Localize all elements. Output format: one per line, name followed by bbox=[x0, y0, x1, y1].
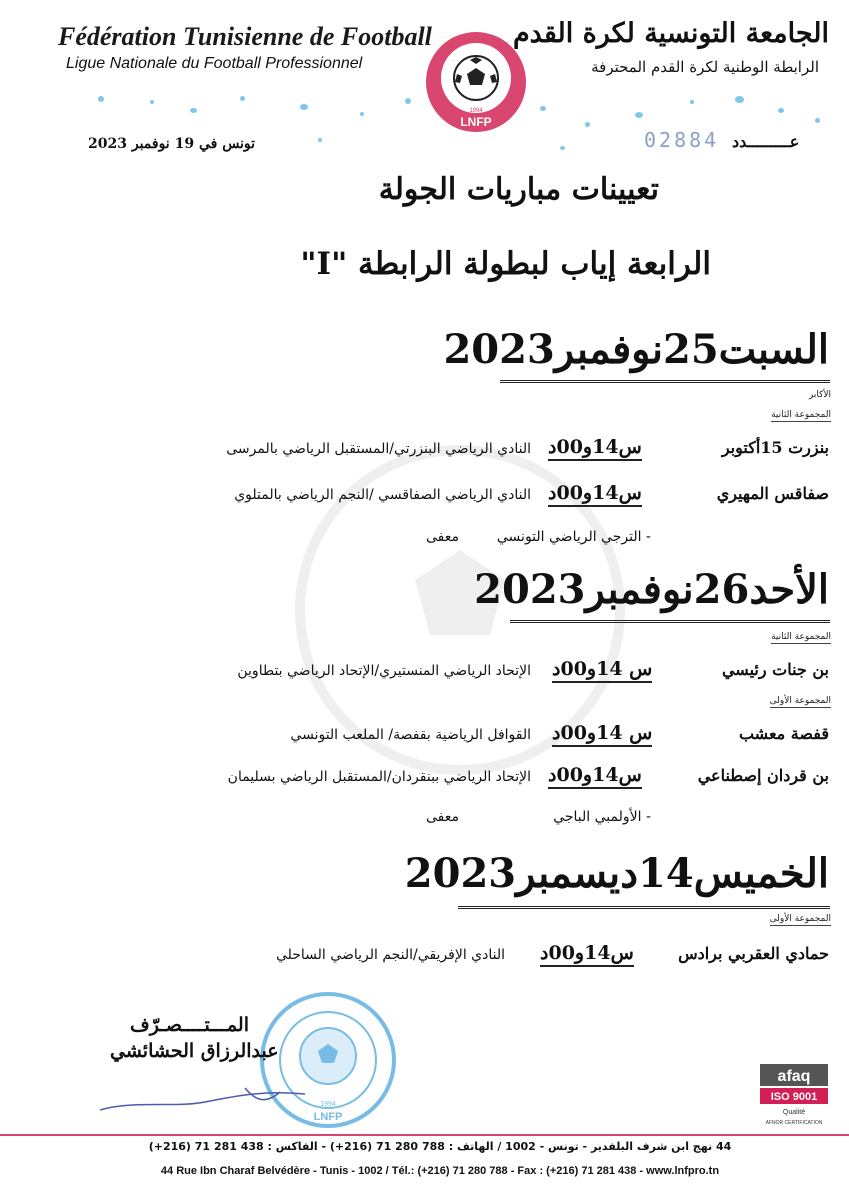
logo-year: 1994 bbox=[469, 108, 483, 114]
soccer-ball-icon bbox=[454, 56, 498, 100]
match-time: س 14و00د bbox=[552, 722, 652, 747]
iso-standard: ISO 9001 bbox=[770, 1091, 818, 1103]
footer-divider bbox=[0, 1134, 849, 1136]
match-time: س 14و00د bbox=[552, 658, 652, 683]
match-time: س14و00د bbox=[548, 482, 642, 507]
stamp-text: LNFP bbox=[313, 1111, 343, 1123]
heading-underline bbox=[510, 620, 830, 623]
logo-text: LNFP bbox=[460, 115, 492, 129]
document-title-line2: الرابعة إياب لبطولة الرابطة "I" bbox=[300, 246, 711, 282]
place-date: تونس في 19 نوفمبر 2023 bbox=[88, 136, 256, 152]
document-title-line1: تعيينات مباريات الجولة bbox=[378, 172, 659, 207]
match-venue: بنزرت 15أكتوبر bbox=[721, 438, 829, 457]
signatory-title: المـــتــــصـرّف bbox=[130, 1014, 249, 1036]
match-teams: الإتحاد الرياضي ببنقردان/المستقبل الرياضي بسليمان bbox=[227, 769, 531, 785]
soccer-ball-icon bbox=[300, 1028, 356, 1084]
match-venue: قفصة معشب bbox=[738, 724, 829, 743]
match-time: س14و00د bbox=[540, 942, 634, 967]
heading-underline bbox=[458, 906, 830, 909]
match-venue: صفاقس المهيري bbox=[716, 484, 829, 503]
match-time: س14و00د bbox=[548, 436, 642, 461]
federation-name-ar: الجامعة التونسية لكرة القدم bbox=[512, 18, 829, 49]
reference-number: 02884 bbox=[644, 128, 720, 152]
stamp-year: 1994 bbox=[320, 1101, 336, 1108]
day-heading: الخميس14ديسمبر2023 bbox=[404, 850, 829, 897]
match-time: س14و00د bbox=[548, 764, 642, 789]
match-teams: الإتحاد الرياضي المنستيري/الإتحاد الرياضي بتطاوين bbox=[237, 663, 531, 679]
match-teams: النادي الرياضي البنزرتي/المستقبل الرياضي بالمرسى bbox=[226, 441, 531, 457]
match-teams: النادي الرياضي الصفاقسي /النجم الرياضي بالمتلوي bbox=[234, 487, 531, 503]
afaq-brand: afaq bbox=[777, 1068, 811, 1085]
day-heading: السبت25نوفمبر2023 bbox=[443, 326, 829, 373]
match-venue: حمادي العقربي برادس bbox=[678, 944, 829, 963]
category-label: الأكابر bbox=[808, 390, 831, 400]
group-label: المجموعة الثانية bbox=[771, 632, 831, 642]
match-venue: بن جنات رئيسي bbox=[721, 660, 829, 679]
bye-team: - الترجي الرياضي التونسي bbox=[496, 529, 651, 545]
league-name-ar: الرابطة الوطنية لكرة القدم المحترفة bbox=[591, 58, 819, 76]
qualite-label: Qualité bbox=[782, 1109, 806, 1116]
footer-address-fr: 44 Rue Ibn Charaf Belvédère - Tunis - 1002 / Tél.: (+216) 71 280 788 - Fax : (+216) 71 281 438 - www.lnfpro.tn bbox=[160, 1165, 720, 1177]
group-label: المجموعة الأولى bbox=[769, 696, 831, 706]
reference-label: عـــــــــدد bbox=[732, 132, 800, 151]
bye-label: معفى bbox=[426, 529, 460, 545]
afaq-iso-badge bbox=[760, 1064, 828, 1128]
match-teams: النادي الإفريقي/النجم الرياضي الساحلي bbox=[275, 947, 505, 963]
lnfp-logo bbox=[424, 30, 528, 134]
match-venue: بن قردان إصطناعي bbox=[697, 766, 829, 785]
match-teams: القوافل الرياضية بقفصة/ الملعب التونسي bbox=[290, 727, 531, 743]
group-label: المجموعة الأولى bbox=[769, 914, 831, 924]
signatory-name: عبدالرزاق الحشائشي bbox=[110, 1040, 279, 1062]
bye-team: - الأولمبي الباجي bbox=[553, 809, 651, 825]
footer-address-ar: 44 نهج ابن شرف البلفدير - تونس - 1002 / الهاتف : 788 280 71 (216+) - الفاكس : 438 281 71 (216+) bbox=[148, 1140, 732, 1153]
heading-underline bbox=[500, 380, 830, 383]
afnor-label: AFNOR CERTIFICATION bbox=[765, 1120, 823, 1126]
league-name-fr: Ligue Nationale du Football Professionnel bbox=[66, 55, 363, 72]
bye-label: معفى bbox=[426, 809, 460, 825]
day-heading: الأحد26نوفمبر2023 bbox=[474, 566, 829, 613]
group-label: المجموعة الثانية bbox=[771, 410, 831, 420]
federation-name-fr: Fédération Tunisienne de Football bbox=[58, 22, 432, 51]
handwritten-signature bbox=[95, 1080, 315, 1120]
